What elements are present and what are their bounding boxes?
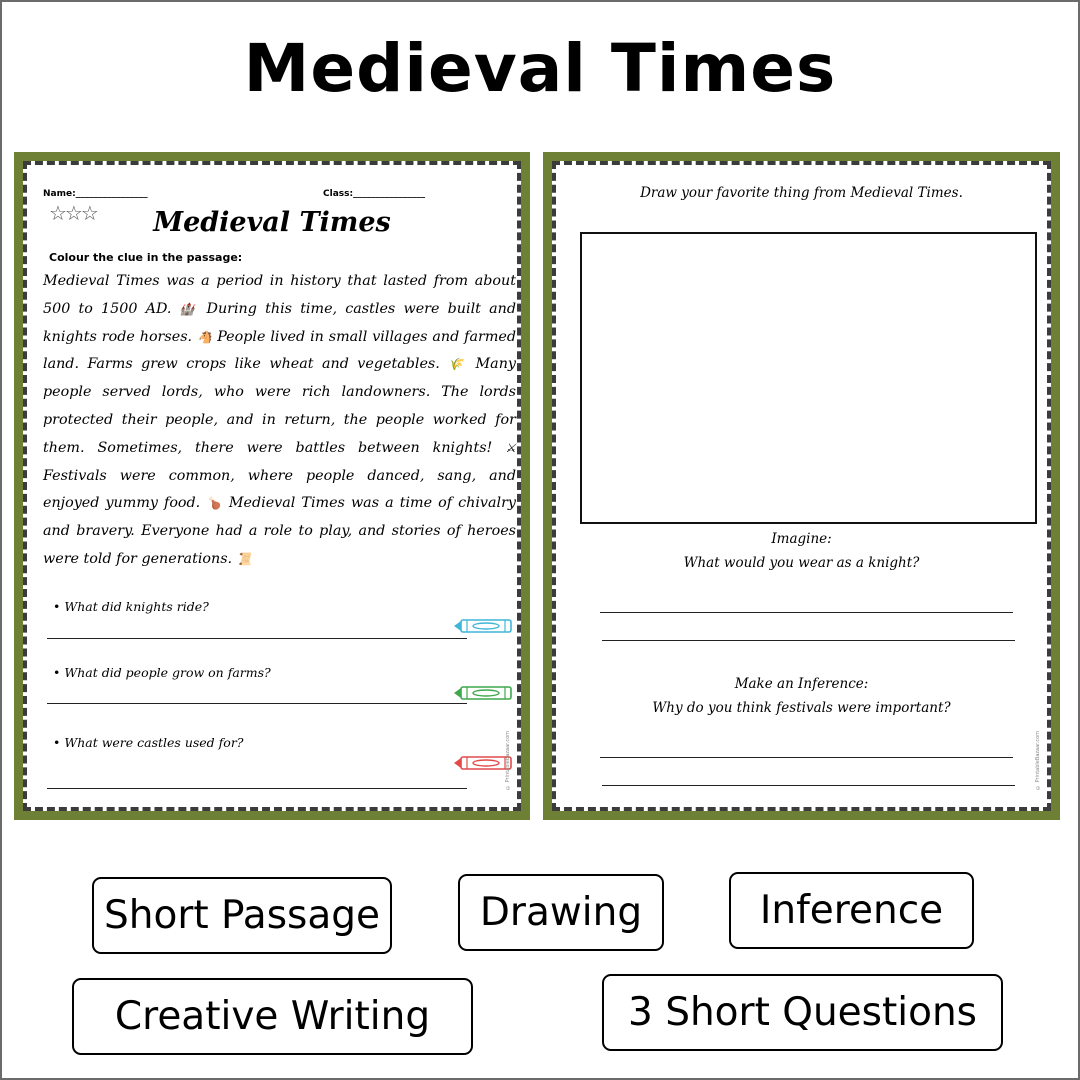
worksheet-drawing-panel [543,152,1060,820]
tag-creative-writing: Creative Writing [72,978,473,1055]
reading-passage [43,268,516,574]
tag-3-short-questions: 3 Short Questions [602,974,1003,1051]
answer-line[interactable] [47,788,467,789]
drawing-box[interactable] [580,232,1037,524]
tag-drawing: Drawing [458,874,664,951]
passage-text: During this time, castles were built and knights rode horses. [43,300,516,345]
answer-line[interactable] [602,640,1015,641]
worksheet-page [562,171,1041,801]
wheat-icon: 🌾 [448,357,468,372]
question-2 [53,665,271,680]
answer-line[interactable] [47,703,467,704]
answer-line[interactable] [602,785,1015,786]
class-field: Class:________________ [323,189,426,199]
imagine-label: Imagine: [771,531,832,547]
inference-label: Make an Inference: [734,676,869,692]
worksheet-title: Medieval Times [153,207,391,238]
tag-inference: Inference [729,872,974,949]
answer-line[interactable] [600,757,1013,758]
castle-icon: 🏰 [179,301,199,316]
passage-text: Medieval Times was a time of chivalry and bravery. Everyone had a role to play, and stories of heroes were told for generations. [43,495,516,567]
worksheet-passage-panel [14,152,530,820]
dashed-border [552,161,1051,811]
drumstick-icon: 🍗 [206,496,223,511]
scroll-icon: 📜 [236,551,252,566]
question-1 [53,599,209,614]
answer-line[interactable] [600,612,1013,613]
page-title: Medieval Times [243,30,837,107]
bullet: • [53,599,61,614]
crayon-green-icon [453,685,515,701]
name-field: Name:________________ [43,189,148,199]
imagine-question: What would you wear as a knight? [683,555,920,571]
question-text: What did knights ride? [64,599,209,614]
question-3 [53,735,244,750]
question-text: What were castles used for? [64,735,244,750]
copyright-text: © PrintableBazaar.com [1035,731,1041,790]
rating-stars-icon: ☆☆☆ [49,201,97,225]
crayon-blue-icon [453,618,515,634]
draw-prompt: Draw your favorite thing from Medieval Times. [640,185,963,201]
passage-text: Many people served lords, who were rich landowners. The lords protected their people, and in return, the people worked for them. Sometimes, there were battles between knights! [43,356,516,456]
horse-icon: 🐴 [196,329,213,344]
passage-text: Festivals were common, where people danced, sang, and enjoyed yummy food. [43,467,516,512]
tag-short-passage: Short Passage [92,877,392,954]
inference-question: Why do you think festivals were important? [652,700,951,716]
bullet: • [53,665,61,680]
dashed-border [23,161,521,811]
passage-text: People lived in small villages and farmed land. Farms grew crops like wheat and vegetables. [43,328,516,373]
copyright-text: © PrintableBazaar.com [505,731,511,790]
instruction-text: Colour the clue in the passage: [49,251,243,264]
question-text: What did people grow on farms? [64,665,271,680]
passage-text: Medieval Times was a period in history that lasted from about 500 to 1500 AD. [43,273,516,317]
crossed-swords-icon: ⚔ [505,440,516,455]
bullet: • [53,735,61,750]
worksheet-page [33,171,516,801]
answer-line[interactable] [47,638,467,639]
